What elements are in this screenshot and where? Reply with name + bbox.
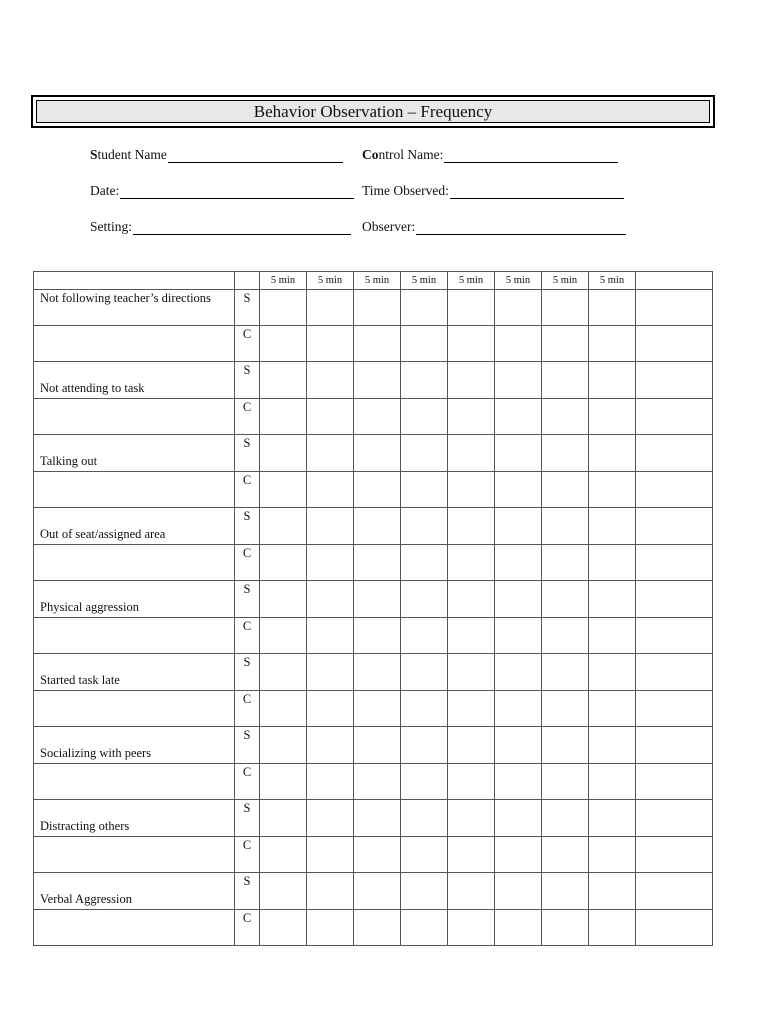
- control-code: C: [235, 326, 260, 362]
- tally-cell[interactable]: [448, 873, 495, 910]
- tally-cell[interactable]: [354, 435, 401, 472]
- tally-cell[interactable]: [260, 472, 307, 508]
- control-code: C: [235, 691, 260, 727]
- behavior-label: Started task late: [34, 654, 235, 691]
- behavior-label-empty: [34, 399, 235, 435]
- tally-cell[interactable]: [354, 618, 401, 654]
- tally-cell[interactable]: [495, 618, 542, 654]
- student-code: S: [235, 508, 260, 545]
- tally-cell[interactable]: [636, 727, 713, 764]
- behavior-row-student: [34, 581, 713, 618]
- tally-cell[interactable]: [542, 581, 589, 618]
- tally-cell[interactable]: [636, 618, 713, 654]
- tally-cell[interactable]: [260, 654, 307, 691]
- tally-cell[interactable]: [307, 290, 354, 326]
- behavior-label-empty: [34, 910, 235, 946]
- tally-cell[interactable]: [542, 727, 589, 764]
- student-name-label: Student Name: [90, 147, 167, 162]
- tally-cell[interactable]: [589, 435, 636, 472]
- tally-cell[interactable]: [636, 691, 713, 727]
- tally-cell[interactable]: [307, 654, 354, 691]
- tally-cell[interactable]: [589, 691, 636, 727]
- tally-cell[interactable]: [542, 873, 589, 910]
- tally-cell[interactable]: [495, 508, 542, 545]
- tally-cell[interactable]: [401, 727, 448, 764]
- header-code-cell: [235, 272, 260, 290]
- tally-cell[interactable]: [354, 691, 401, 727]
- tally-cell[interactable]: [260, 764, 307, 800]
- tally-cell[interactable]: [636, 472, 713, 508]
- behavior-row-student: [34, 800, 713, 837]
- tally-cell[interactable]: [589, 727, 636, 764]
- tally-cell[interactable]: [636, 545, 713, 581]
- tally-cell[interactable]: [636, 399, 713, 435]
- tally-cell[interactable]: [589, 800, 636, 837]
- tally-cell[interactable]: [354, 581, 401, 618]
- tally-cell[interactable]: [307, 618, 354, 654]
- tally-cell[interactable]: [542, 545, 589, 581]
- interval-header: 5 min: [589, 272, 636, 290]
- tally-cell[interactable]: [354, 545, 401, 581]
- tally-cell[interactable]: [354, 654, 401, 691]
- tally-cell[interactable]: [401, 800, 448, 837]
- behavior-row-control: [34, 618, 713, 654]
- tally-cell[interactable]: [589, 326, 636, 362]
- student-name-field[interactable]: [90, 147, 343, 163]
- tally-cell[interactable]: [307, 691, 354, 727]
- behavior-label-empty: [34, 545, 235, 581]
- tally-cell[interactable]: [448, 654, 495, 691]
- header-extra-cell: [636, 272, 713, 290]
- tally-cell[interactable]: [260, 873, 307, 910]
- tally-cell[interactable]: [495, 362, 542, 399]
- tally-cell[interactable]: [636, 873, 713, 910]
- tally-cell[interactable]: [495, 837, 542, 873]
- behavior-label: Distracting others: [34, 800, 235, 837]
- behavior-row-control: [34, 545, 713, 581]
- tally-cell[interactable]: [495, 654, 542, 691]
- tally-cell[interactable]: [542, 800, 589, 837]
- tally-cell[interactable]: [542, 691, 589, 727]
- behavior-label: Physical aggression: [34, 581, 235, 618]
- tally-cell[interactable]: [589, 545, 636, 581]
- tally-cell[interactable]: [307, 800, 354, 837]
- tally-cell[interactable]: [260, 290, 307, 326]
- interval-header: 5 min: [307, 272, 354, 290]
- tally-cell[interactable]: [260, 581, 307, 618]
- tally-cell[interactable]: [307, 581, 354, 618]
- tally-cell[interactable]: [354, 727, 401, 764]
- control-code: C: [235, 618, 260, 654]
- tally-cell[interactable]: [260, 508, 307, 545]
- tally-cell[interactable]: [401, 290, 448, 326]
- behavior-row-student: [34, 435, 713, 472]
- tally-cell[interactable]: [636, 837, 713, 873]
- tally-cell[interactable]: [260, 910, 307, 946]
- interval-header: 5 min: [354, 272, 401, 290]
- student-code: S: [235, 581, 260, 618]
- behavior-row-control: [34, 764, 713, 800]
- observer-line[interactable]: [416, 221, 626, 235]
- behavior-label-empty: [34, 764, 235, 800]
- tally-cell[interactable]: [589, 362, 636, 399]
- tally-cell[interactable]: [589, 654, 636, 691]
- interval-header: 5 min: [260, 272, 307, 290]
- tally-cell[interactable]: [495, 435, 542, 472]
- tally-cell[interactable]: [307, 435, 354, 472]
- tally-cell[interactable]: [495, 800, 542, 837]
- tally-cell[interactable]: [401, 362, 448, 399]
- tally-cell[interactable]: [448, 727, 495, 764]
- tally-cell[interactable]: [307, 362, 354, 399]
- tally-cell[interactable]: [636, 654, 713, 691]
- behavior-label-empty: [34, 691, 235, 727]
- tally-cell[interactable]: [495, 873, 542, 910]
- tally-cell[interactable]: [401, 691, 448, 727]
- tally-cell[interactable]: [260, 399, 307, 435]
- tally-cell[interactable]: [448, 837, 495, 873]
- control-code: C: [235, 910, 260, 946]
- tally-cell[interactable]: [401, 910, 448, 946]
- header-row: [34, 272, 713, 290]
- tally-cell[interactable]: [495, 691, 542, 727]
- tally-cell[interactable]: [307, 399, 354, 435]
- behavior-label-empty: [34, 837, 235, 873]
- tally-cell[interactable]: [354, 837, 401, 873]
- tally-cell[interactable]: [589, 508, 636, 545]
- tally-cell[interactable]: [542, 654, 589, 691]
- tally-cell[interactable]: [307, 472, 354, 508]
- tally-cell[interactable]: [448, 618, 495, 654]
- behavior-row-student: [34, 508, 713, 545]
- setting-line[interactable]: [133, 221, 351, 235]
- behavior-label: Talking out: [34, 435, 235, 472]
- tally-cell[interactable]: [401, 837, 448, 873]
- tally-cell[interactable]: [448, 290, 495, 326]
- observer-field[interactable]: [362, 219, 626, 235]
- tally-cell[interactable]: [401, 399, 448, 435]
- tally-cell[interactable]: [260, 691, 307, 727]
- student-code: S: [235, 435, 260, 472]
- tally-cell[interactable]: [495, 472, 542, 508]
- tally-cell[interactable]: [307, 873, 354, 910]
- interval-header: 5 min: [448, 272, 495, 290]
- behavior-label-empty: [34, 618, 235, 654]
- tally-cell[interactable]: [260, 837, 307, 873]
- tally-cell[interactable]: [589, 399, 636, 435]
- behavior-row-student: [34, 290, 713, 326]
- tally-cell[interactable]: [260, 800, 307, 837]
- tally-cell[interactable]: [354, 800, 401, 837]
- tally-cell[interactable]: [401, 654, 448, 691]
- tally-cell[interactable]: [542, 326, 589, 362]
- tally-cell[interactable]: [542, 362, 589, 399]
- behavior-row-student: [34, 727, 713, 764]
- tally-cell[interactable]: [589, 581, 636, 618]
- date-field[interactable]: [90, 183, 354, 199]
- control-code: C: [235, 399, 260, 435]
- tally-cell[interactable]: [307, 727, 354, 764]
- behavior-label: Out of seat/assigned area: [34, 508, 235, 545]
- tally-cell[interactable]: [542, 910, 589, 946]
- tally-cell[interactable]: [448, 399, 495, 435]
- control-name-line[interactable]: [444, 149, 618, 163]
- tally-cell[interactable]: [307, 326, 354, 362]
- tally-cell[interactable]: [542, 508, 589, 545]
- observer-label: Observer:: [362, 219, 416, 234]
- tally-cell[interactable]: [542, 290, 589, 326]
- behavior-label-empty: [34, 326, 235, 362]
- tally-cell[interactable]: [260, 435, 307, 472]
- tally-cell[interactable]: [448, 435, 495, 472]
- tally-cell[interactable]: [542, 618, 589, 654]
- time-observed-line[interactable]: [450, 185, 624, 199]
- tally-cell[interactable]: [354, 362, 401, 399]
- tally-cell[interactable]: [260, 362, 307, 399]
- tally-cell[interactable]: [495, 581, 542, 618]
- tally-cell[interactable]: [542, 472, 589, 508]
- tally-cell[interactable]: [589, 764, 636, 800]
- tally-cell[interactable]: [260, 326, 307, 362]
- tally-cell[interactable]: [307, 764, 354, 800]
- tally-cell[interactable]: [307, 545, 354, 581]
- tally-cell[interactable]: [307, 508, 354, 545]
- control-code: C: [235, 764, 260, 800]
- behavior-row-control: [34, 837, 713, 873]
- control-name-field[interactable]: [362, 147, 618, 163]
- tally-cell[interactable]: [636, 326, 713, 362]
- tally-cell[interactable]: [260, 618, 307, 654]
- tally-cell[interactable]: [589, 290, 636, 326]
- tally-cell[interactable]: [636, 508, 713, 545]
- tally-cell[interactable]: [448, 581, 495, 618]
- tally-cell[interactable]: [636, 581, 713, 618]
- tally-cell[interactable]: [542, 435, 589, 472]
- tally-cell[interactable]: [401, 581, 448, 618]
- tally-cell[interactable]: [448, 508, 495, 545]
- behavior-label: Verbal Aggression: [34, 873, 235, 910]
- student-code: S: [235, 362, 260, 399]
- tally-cell[interactable]: [354, 508, 401, 545]
- tally-cell[interactable]: [354, 764, 401, 800]
- interval-header: 5 min: [401, 272, 448, 290]
- behavior-row-student: [34, 362, 713, 399]
- tally-cell[interactable]: [307, 837, 354, 873]
- student-name-line[interactable]: [168, 149, 343, 163]
- tally-cell[interactable]: [401, 508, 448, 545]
- time-observed-label: Time Observed:: [362, 183, 449, 198]
- tally-cell[interactable]: [636, 362, 713, 399]
- tally-cell[interactable]: [401, 326, 448, 362]
- tally-cell[interactable]: [448, 362, 495, 399]
- control-name-label: Control Name:: [362, 147, 444, 162]
- tally-cell[interactable]: [636, 800, 713, 837]
- tally-cell[interactable]: [589, 472, 636, 508]
- tally-cell[interactable]: [401, 764, 448, 800]
- tally-cell[interactable]: [636, 764, 713, 800]
- form-title: Behavior Observation – Frequency: [36, 100, 710, 123]
- tally-cell[interactable]: [589, 837, 636, 873]
- observation-table: [33, 271, 713, 946]
- student-code: S: [235, 654, 260, 691]
- tally-cell[interactable]: [260, 545, 307, 581]
- behavior-label-empty: [34, 472, 235, 508]
- behavior-row-student: [34, 654, 713, 691]
- tally-cell[interactable]: [542, 837, 589, 873]
- tally-cell[interactable]: [448, 910, 495, 946]
- control-code: C: [235, 472, 260, 508]
- tally-cell[interactable]: [636, 910, 713, 946]
- tally-cell[interactable]: [448, 326, 495, 362]
- student-code: S: [235, 727, 260, 764]
- student-code: S: [235, 290, 260, 326]
- tally-cell[interactable]: [495, 290, 542, 326]
- tally-cell[interactable]: [354, 910, 401, 946]
- tally-cell[interactable]: [495, 326, 542, 362]
- tally-cell[interactable]: [448, 472, 495, 508]
- behavior-label: Socializing with peers: [34, 727, 235, 764]
- tally-cell[interactable]: [401, 472, 448, 508]
- tally-cell[interactable]: [495, 399, 542, 435]
- tally-cell[interactable]: [448, 545, 495, 581]
- tally-cell[interactable]: [401, 873, 448, 910]
- tally-cell[interactable]: [354, 399, 401, 435]
- tally-cell[interactable]: [401, 618, 448, 654]
- tally-cell[interactable]: [401, 545, 448, 581]
- date-line[interactable]: [120, 185, 354, 199]
- tally-cell[interactable]: [495, 727, 542, 764]
- tally-cell[interactable]: [260, 727, 307, 764]
- tally-cell[interactable]: [542, 399, 589, 435]
- tally-cell[interactable]: [495, 764, 542, 800]
- tally-cell[interactable]: [448, 800, 495, 837]
- header-behavior-cell: [34, 272, 235, 290]
- tally-cell[interactable]: [448, 764, 495, 800]
- tally-cell[interactable]: [354, 873, 401, 910]
- tally-cell[interactable]: [354, 326, 401, 362]
- behavior-label: Not following teacher’s directions: [34, 290, 235, 326]
- tally-cell[interactable]: [495, 545, 542, 581]
- control-code: C: [235, 837, 260, 873]
- tally-cell[interactable]: [542, 764, 589, 800]
- tally-cell[interactable]: [495, 910, 542, 946]
- tally-cell[interactable]: [354, 290, 401, 326]
- tally-cell[interactable]: [307, 910, 354, 946]
- time-observed-field[interactable]: [362, 183, 624, 199]
- tally-cell[interactable]: [589, 873, 636, 910]
- behavior-label: Not attending to task: [34, 362, 235, 399]
- behavior-row-control: [34, 910, 713, 946]
- tally-cell[interactable]: [589, 910, 636, 946]
- behavior-row-control: [34, 326, 713, 362]
- behavior-row-control: [34, 472, 713, 508]
- tally-cell[interactable]: [636, 290, 713, 326]
- setting-label: Setting:: [90, 219, 133, 234]
- setting-field[interactable]: [90, 219, 351, 235]
- student-code: S: [235, 800, 260, 837]
- title-box: [31, 95, 715, 128]
- student-code: S: [235, 873, 260, 910]
- date-label: Date:: [90, 183, 120, 198]
- behavior-row-control: [34, 691, 713, 727]
- tally-cell[interactable]: [401, 435, 448, 472]
- control-code: C: [235, 545, 260, 581]
- interval-header: 5 min: [495, 272, 542, 290]
- tally-cell[interactable]: [589, 618, 636, 654]
- interval-header: 5 min: [542, 272, 589, 290]
- tally-cell[interactable]: [354, 472, 401, 508]
- tally-cell[interactable]: [448, 691, 495, 727]
- behavior-row-control: [34, 399, 713, 435]
- tally-cell[interactable]: [636, 435, 713, 472]
- behavior-row-student: [34, 873, 713, 910]
